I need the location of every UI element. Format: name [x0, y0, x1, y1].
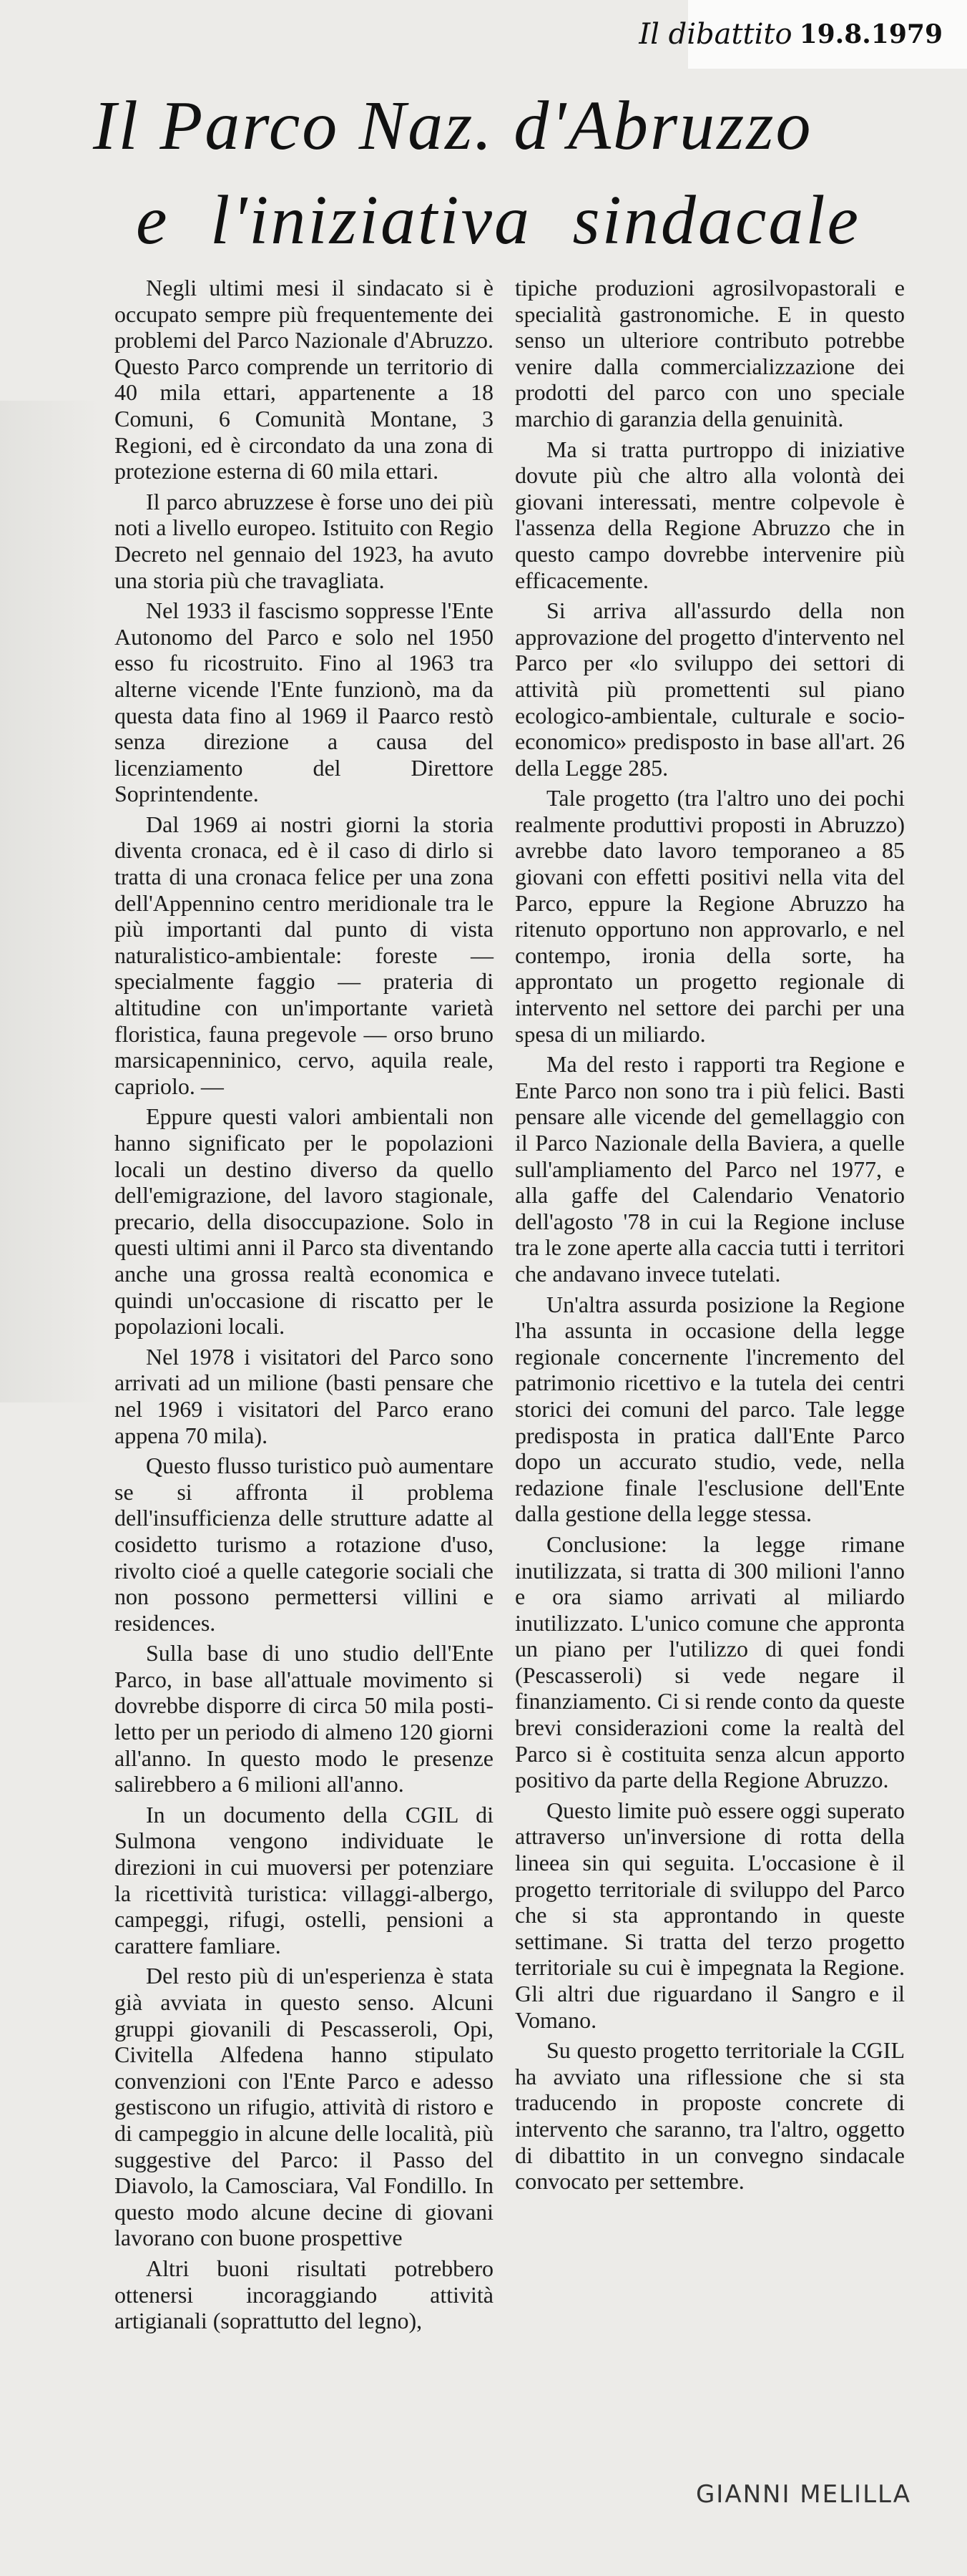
paragraph: Questo flusso turistico può aumentare se si affronta il problema dell'insufficienza delle strutture adatte al cosidetto turismo a rotazione d'uso, rivolto cioé a quelle categorie sociali che non possono permettersi villini e residences. — [114, 1453, 494, 1636]
background-scan-shadow — [0, 401, 100, 1402]
article-column-right — [515, 275, 905, 2199]
source-label — [639, 0, 967, 69]
paragraph: Nel 1978 i visitatori del Parco sono arrivati ad un milione (basti pensare che nel 1969 i visitatori del Parco erano appena 70 mila). — [114, 1343, 494, 1448]
paragraph: Ma si tratta purtroppo di iniziative dovute più che altro alla volontà dei giovani interessati, mentre colpevole è l'assenza della Regione Abruzzo che in questo campo dovrebbe intervenire più efficacemente. — [515, 436, 905, 593]
author-signature: GIANNI MELILLA — [695, 2480, 911, 2509]
paragraph: Ma del resto i rapporti tra Regione e Ente Parco non sono tra i più felici. Basti pensare alle vicende del gemellaggio con il Parco Nazionale della Baviera, a quelle sull'ampliamento del Parco nel 1977, e alla gaffe del Calendario Venatorio dell'agosto '78 in cui la Regione incluse tra le zone aperte alla caccia tutti i territori che andavano invece tutelati. — [515, 1051, 905, 1287]
article-column-left — [114, 275, 494, 2338]
paragraph: Questo limite può essere oggi superato attraverso un'inversione di rotta della lineea sin qui seguita. L'occasione è il progetto territoriale di sviluppo del Parco che si sta approntando in queste settimane. Si tratta del terzo progetto territoriale su cui è impegnata la Regione. Gli altri due riguardano il Sangro e il Vomano. — [515, 1797, 905, 2033]
paragraph: In un documento della CGIL di Sulmona vengono individuate le direzioni in cui muoversi per potenziare la ricettività turistica: villaggi-albergo, campeggi, rifugi, ostelli, pensioni a carattere famliare. — [114, 1801, 494, 1958]
paragraph: Si arriva all'assurdo della non approvazione del progetto d'intervento nel Parco per «lo sviluppo dei settori di attività più promettenti sul piano ecologico-ambientale, culturale e socio-economico» predisposto in base all'art. 26 della Legge 285. — [515, 597, 905, 781]
paragraph: tipiche produzioni agrosilvopastorali e specialità gastronomiche. E in questo senso un ulteriore contributo potrebbe venire dalla commercializzazione dei prodotti del parco con uno speciale marchio di garanzia della genuinità. — [515, 275, 905, 431]
headline-line-1: Il Parco Naz. d'Abruzzo — [93, 87, 813, 165]
source-name: Il dibattito — [639, 18, 792, 51]
paragraph: Eppure questi valori ambientali non hanno significato per le popolazioni locali un destino diverso da quello dell'emigrazione, del lavoro stagionale, precario, della disoccupazione. Solo in questi ultimi anni il Parco sta diventando anche una grossa realtà economica e quindi un'occasione di riscatto per le popolazioni locali. — [114, 1103, 494, 1340]
paragraph: Negli ultimi mesi il sindacato si è occupato sempre più frequentemente dei problemi del Parco Nazionale d'Abruzzo. Questo Parco comprende un territorio di 40 mila ettari, appartenente a 18 Comuni, 6 Comunità Montane, 3 Regioni, ed è circondato da una zona di protezione esterna di 60 mila ettari. — [114, 275, 494, 484]
headline — [93, 79, 923, 268]
source-date: 19.8.1979 — [799, 19, 943, 49]
paragraph: Tale progetto (tra l'altro uno dei pochi realmente produttivi proposti in Abruzzo) avrebbe dato lavoro temporaneo a 85 giovani con effetti positivi nella vita del Parco, eppure la Regione Abruzzo ha ritenuto opportuno non approvarlo, e nel contempo, ironia della sorte, ha approntato un progetto regionale di intervento nel settore dei parchi per una spesa di un miliardo. — [515, 785, 905, 1047]
paragraph: Sulla base di uno studio dell'Ente Parco, in base all'attuale movimento si dovrebbe disporre di circa 50 mila posti-letto per un periodo di almeno 120 giorni all'anno. In questo modo le presenze salirebbero a 6 milioni all'anno. — [114, 1640, 494, 1797]
paragraph: Dal 1969 ai nostri giorni la storia diventa cronaca, ed è il caso di dirlo si tratta di una cronaca felice per una zona dell'Appennino centro meridionale tra le più importanti dal punto di vista naturalistico-ambientale: foreste — specialmente faggio — prateria di altitudine con un'importante varietà floristica, fauna pregevole — orso bruno marsicapenninico, cervo, aquila reale, capriolo. — — [114, 811, 494, 1099]
paragraph: Il parco abruzzese è forse uno dei più noti a livello europeo. Istituito con Regio Decreto nel gennaio del 1923, ha avuto una storia più che travagliata. — [114, 488, 494, 593]
headline-line-2: e l'iniziativa sindacale — [136, 182, 861, 259]
paragraph: Un'altra assurda posizione la Regione l'ha assunta in occasione della legge regionale concernente l'incremento del patrimonio ricettivo e la tutela dei centri storici dei comuni del parco. Tale legge predisposta in pratica dall'Ente Parco dopo un accurato studio, vede, nella redazione finale l'esclusione dell'Ente dalla gestione della legge stessa. — [515, 1291, 905, 1527]
paragraph: Conclusione: la legge rimane inutilizzata, si tratta di 300 milioni l'anno e ora siamo arrivati al miliardo inutilizzato. L'unico comune che approntа un piano per l'utilizzo di quei fondi (Pescasseroli) si vede negare il finanziamento. Ci si rende conto da queste brevi considerazioni come la realtà del Parco si è costituita senza alcun apporto positivo da parte della Regione Abruzzo. — [515, 1531, 905, 1793]
paragraph: Altri buoni risultati potrebbero ottenersi incoraggiando attività artigianali (soprattutto del legno), — [114, 2255, 494, 2334]
paragraph: Del resto più di un'esperienza è stata già avviata in questo senso. Alcuni gruppi giovanili di Pescasseroli, Opi, Civitella Alfedena hanno stipulato convenzioni con l'Ente Parco e adesso gestiscono un rifugio, attività di ristoro e di campeggio in alcune delle località, più suggestive del Parco: il Passo del Diavolo, la Camosciara, Val Fondillo. In questo modo alcune decine di giovani lavorano con buone prospettive — [114, 1963, 494, 2251]
paragraph: Su questo progetto territoriale la CGIL ha avviato una riflessione che si sta traducendo in proposte concrete di intervento che saranno, tra l'altro, oggetto di dibattito in un convegno sindacale convocato per settembre. — [515, 2037, 905, 2195]
paragraph: Nel 1933 il fascismo soppresse l'Ente Autonomo del Parco e solo nel 1950 esso fu ricostruito. Fino al 1963 tra alterne vicende l'Ente funzionò, ma da questa data fino al 1969 il Paarco restò senza direzione a causa del licenziamento del Direttore Soprintendente. — [114, 597, 494, 807]
